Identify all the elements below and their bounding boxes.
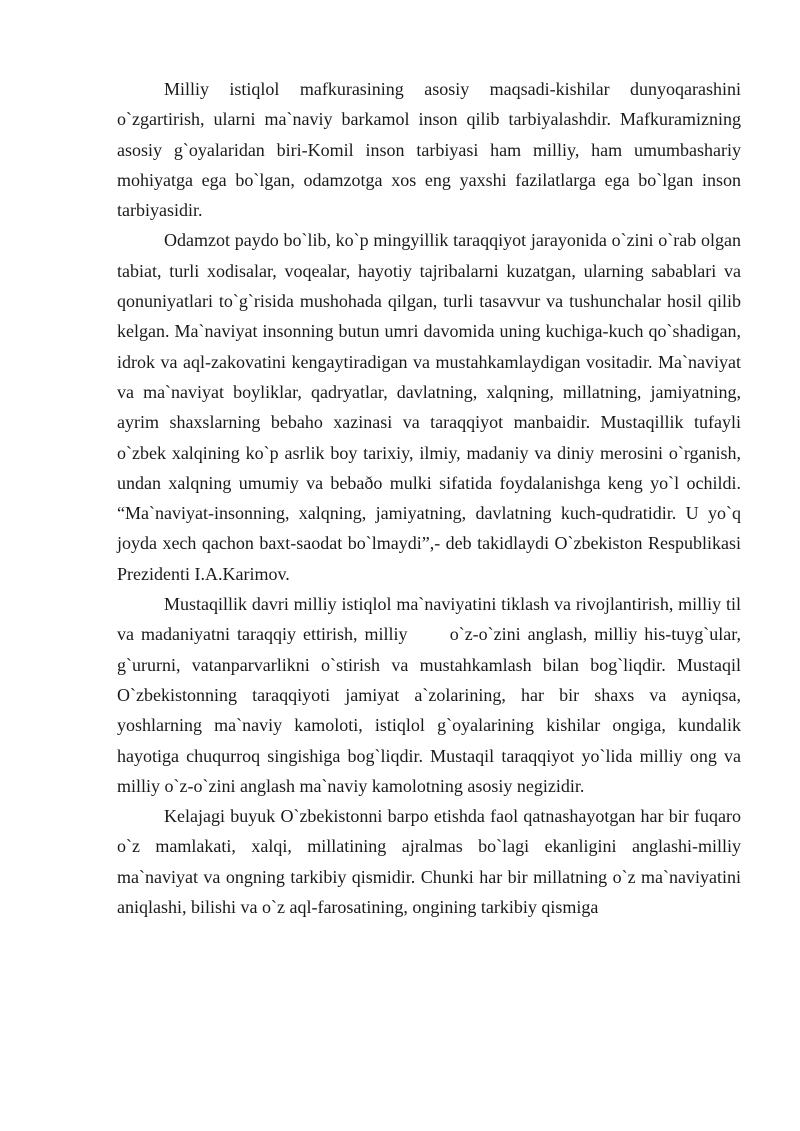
paragraph-2: Odamzot paydo bo`lib, ko`p mingyillik taraqqiyot jarayonida o`zini o`rab olgan tabiat, turli xodisalar, voqealar, hayotiy tajribalarni kuzatgan, ularning sabablari va qonuniyatlari to`g`risida mushohada qilgan, turli tasavvur va tushunchalar hosil qilib kelgan. Ma`naviyat insonning butun umri davomida uning kuchiga-kuch qo`shadigan, idrok va aql-zakovatini kengaytiradigan va mustahkamlaydigan vositadir. Ma`naviyat va ma`naviyat boyliklar, qadryatlar, davlatning, xalqning, millatning, jamiyatning, ayrim shaxslarning bebaho xazinasi va taraqqiyot manbaidir. Mustaqillik tufayli o`zbek xalqining ko`p asrlik boy tarixiy, ilmiy, madaniy va diniy merosini o`rganish, undan xalqning umumiy va bebaðo mulki sifatida foydalanishga keng yo`l ochildi. “Ma`naviyat-insonning, xalqning, jamiyatning, davlatning kuch-qudratidir. U yo`q joyda xech qachon baxt-saodat bo`lmaydi”,- deb takidlaydi O`zbekiston Respublikasi Prezidenti I.A.Karimov. [117, 230, 741, 584]
paragraph-1: Milliy istiqlol mafkurasining asosiy maqsadi-kishilar dunyoqarashini o`zgartirish, ularni ma`naviy barkamol inson qilib tarbiyalashdir. Mafkuramizning asosiy g`oyalaridan biri-Komil inson tarbiyasi ham milliy, ham umumbashariy mohiyatga ega bo`lgan, odamzotga xos eng yaxshi fazilatlarga ega bo`lgan inson tarbiyasidir. [117, 79, 741, 221]
paragraph-3: Mustaqillik davri milliy istiqlol ma`naviyatini tiklash va rivojlantirish, milliy til va madaniyatni taraqqiy ettirish, milliy o`z-o`zini anglash, milliy his-tuyg`ular, g`ururni, vatanparvarlikni o`stirish va mustahkamlash bilan bog`liqdir. Mustaqil O`zbekistonning taraqqiyoti jamiyat a`zolarining, har bir shaxs va ayniqsa, yoshlarning ma`naviy kamoloti, istiqlol g`oyalarining kishilar ongiga, kundalik hayotiga chuqurroq singishiga bog`liqdir. Mustaqil taraqqiyot yo`lida milliy ong va milliy o`z-o`zini anglash ma`naviy kamolotning asosiy negizidir. [117, 594, 741, 796]
document-body [117, 74, 741, 922]
paragraph-4: Kelajagi buyuk O`zbekistonni barpo etishda faol qatnashayotgan har bir fuqaro o`z mamlakati, xalqi, millatining ajralmas bo`lagi ekanligini anglashi-milliy ma`naviyat va ongning tarkibiy qismidir. Chunki har bir millatning o`z ma`naviyatini aniqlashi, bilishi va o`z aql-farosatining, ongining tarkibiy qismiga [117, 806, 741, 918]
